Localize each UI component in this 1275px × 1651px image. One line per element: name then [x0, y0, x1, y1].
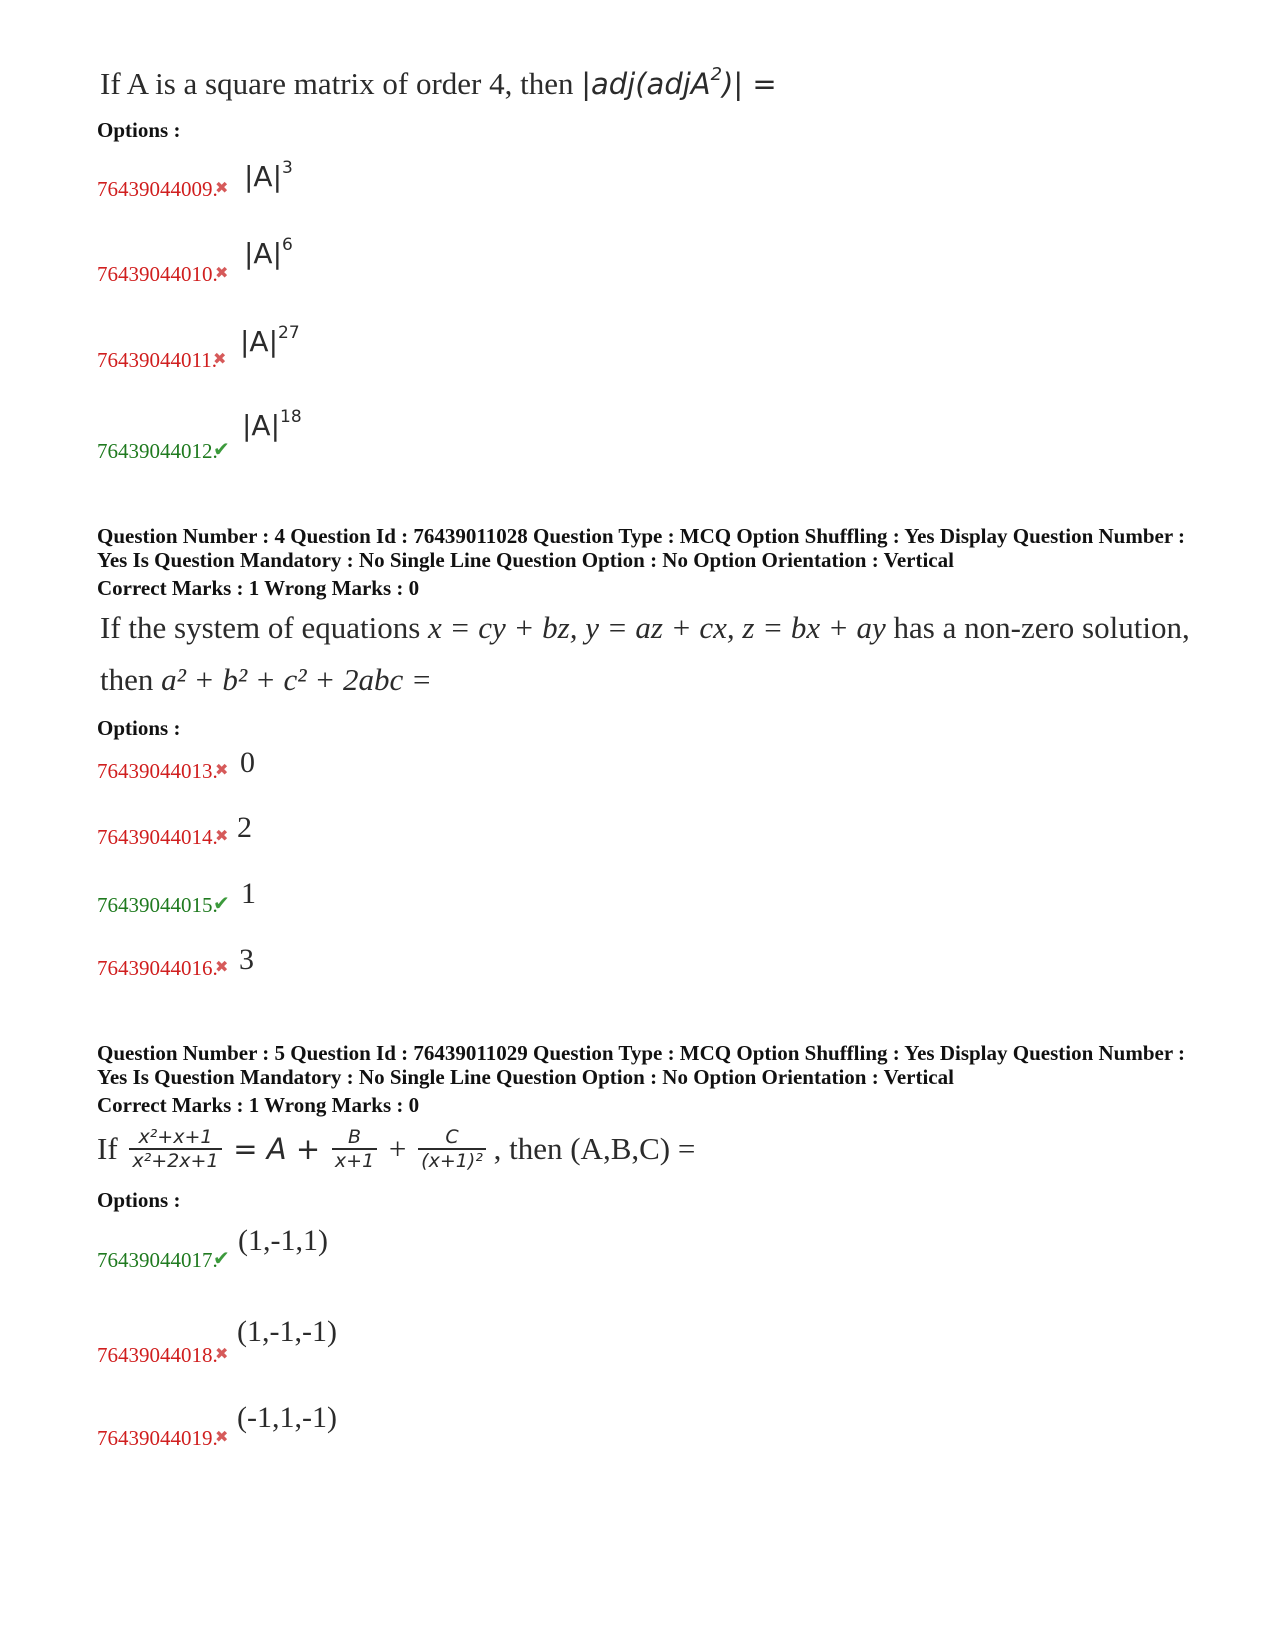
cross-mark-icon: ✖ [215, 1427, 229, 1446]
q3-option-1-id: 76439044009. [97, 177, 218, 201]
q4-option-1-value: 0 [240, 746, 255, 779]
q5-fraction-1-denominator: x²+2x+1 [132, 1150, 219, 1172]
q4-stem-line-2: then a² + b² + c² + 2abc = [100, 662, 432, 697]
check-mark-icon: ✔ [213, 891, 230, 915]
q5-option-2-id: 76439044018. [97, 1343, 218, 1367]
q3-option-3-value: $|A|^{27}$ [240, 323, 300, 358]
check-mark-icon: ✔ [213, 1246, 230, 1270]
q5-marks: Correct Marks : 1 Wrong Marks : 0 [97, 1093, 420, 1117]
q5-option-3-value: (-1,1,-1) [237, 1401, 337, 1434]
cross-mark-icon: ✖ [215, 826, 229, 845]
q4-option-2-id: 76439044014. [97, 825, 218, 849]
q3-stem-expr: |adj(adjA$^2$)| = [581, 64, 777, 101]
q5-stem-mid-1: = A + [233, 1132, 321, 1166]
q4-metadata [97, 524, 1207, 600]
q5-fraction-2-denominator: x+1 [334, 1150, 375, 1172]
q3-option-2-id: 76439044010. [97, 262, 218, 286]
cross-mark-icon: ✖ [215, 263, 229, 282]
q4-option-4-id: 76439044016. [97, 956, 218, 980]
q4-meta-line-2: Yes Is Question Mandatory : No Single Line Question Option : No Option Orientation : Vertical [97, 548, 954, 572]
q5-stem [97, 1126, 695, 1172]
cross-mark-icon: ✖ [213, 349, 227, 368]
q5-fraction-3-numerator: C [418, 1126, 486, 1150]
q3-option-3-id: 76439044011. [97, 348, 217, 372]
q5-fraction-3-denominator: (x+1)² [421, 1150, 483, 1172]
q5-option-1-value: (1,-1,1) [238, 1224, 328, 1257]
q4-option-4-value: 3 [239, 943, 254, 976]
q5-stem-tail: , then (A,B,C) = [493, 1131, 696, 1166]
cross-mark-icon: ✖ [215, 760, 229, 779]
q3-options-label: Options : [97, 118, 181, 142]
q3-option-4-id: 76439044012. [97, 439, 218, 463]
q5-meta-line-1: Question Number : 5 Question Id : 76439011029 Question Type : MCQ Option Shuffling : Yes Display Question Number : [97, 1041, 1186, 1065]
cross-mark-icon: ✖ [215, 957, 229, 976]
q4-stem-equations: x = cy + bz, y = az + cx, z = bx + ay [428, 610, 886, 645]
q4-stem-expression: a² + b² + c² + 2abc = [161, 662, 432, 697]
cross-mark-icon: ✖ [215, 178, 229, 197]
q4-option-2-value: 2 [237, 811, 252, 844]
check-mark-icon: ✔ [213, 437, 230, 461]
q4-option-1-id: 76439044013. [97, 759, 218, 783]
q5-option-3-id: 76439044019. [97, 1426, 218, 1450]
q5-stem-if: If [97, 1131, 118, 1166]
q3-option-1-value: $|A|^3$ [244, 158, 293, 193]
q5-stem-mid-2: + [388, 1131, 407, 1166]
q5-option-1-id: 76439044017. [97, 1248, 218, 1272]
q4-option-3-value: 1 [241, 877, 256, 910]
q5-options-label: Options : [97, 1188, 181, 1212]
q4-option-3-id: 76439044015. [97, 893, 218, 917]
q5-metadata [97, 1041, 1207, 1117]
q5-fraction-3 [418, 1126, 486, 1172]
q5-fraction-1-numerator: x²+x+1 [129, 1126, 221, 1150]
q3-option-2-value: $|A|^6$ [244, 235, 293, 270]
q4-options-label: Options : [97, 716, 181, 740]
cross-mark-icon: ✖ [215, 1344, 229, 1363]
q3-stem [100, 66, 777, 102]
q5-fraction-2-numerator: B [332, 1126, 377, 1150]
q3-stem-text: If A is a square matrix of order 4, then [100, 66, 574, 101]
q4-stem-line-1: If the system of equations x = cy + bz, y = az + cx, z = bx + ay has a non-zero solution, [100, 610, 1190, 645]
q5-option-2-value: (1,-1,-1) [237, 1315, 337, 1348]
q5-fraction-1 [129, 1126, 221, 1172]
q4-marks: Correct Marks : 1 Wrong Marks : 0 [97, 576, 420, 600]
q5-fraction-2 [332, 1126, 377, 1172]
q4-meta-line-1: Question Number : 4 Question Id : 76439011028 Question Type : MCQ Option Shuffling : Yes Display Question Number : [97, 524, 1186, 548]
q5-meta-line-2: Yes Is Question Mandatory : No Single Line Question Option : No Option Orientation : Vertical [97, 1065, 954, 1089]
q3-option-4-value: $|A|^{18}$ [242, 407, 302, 442]
